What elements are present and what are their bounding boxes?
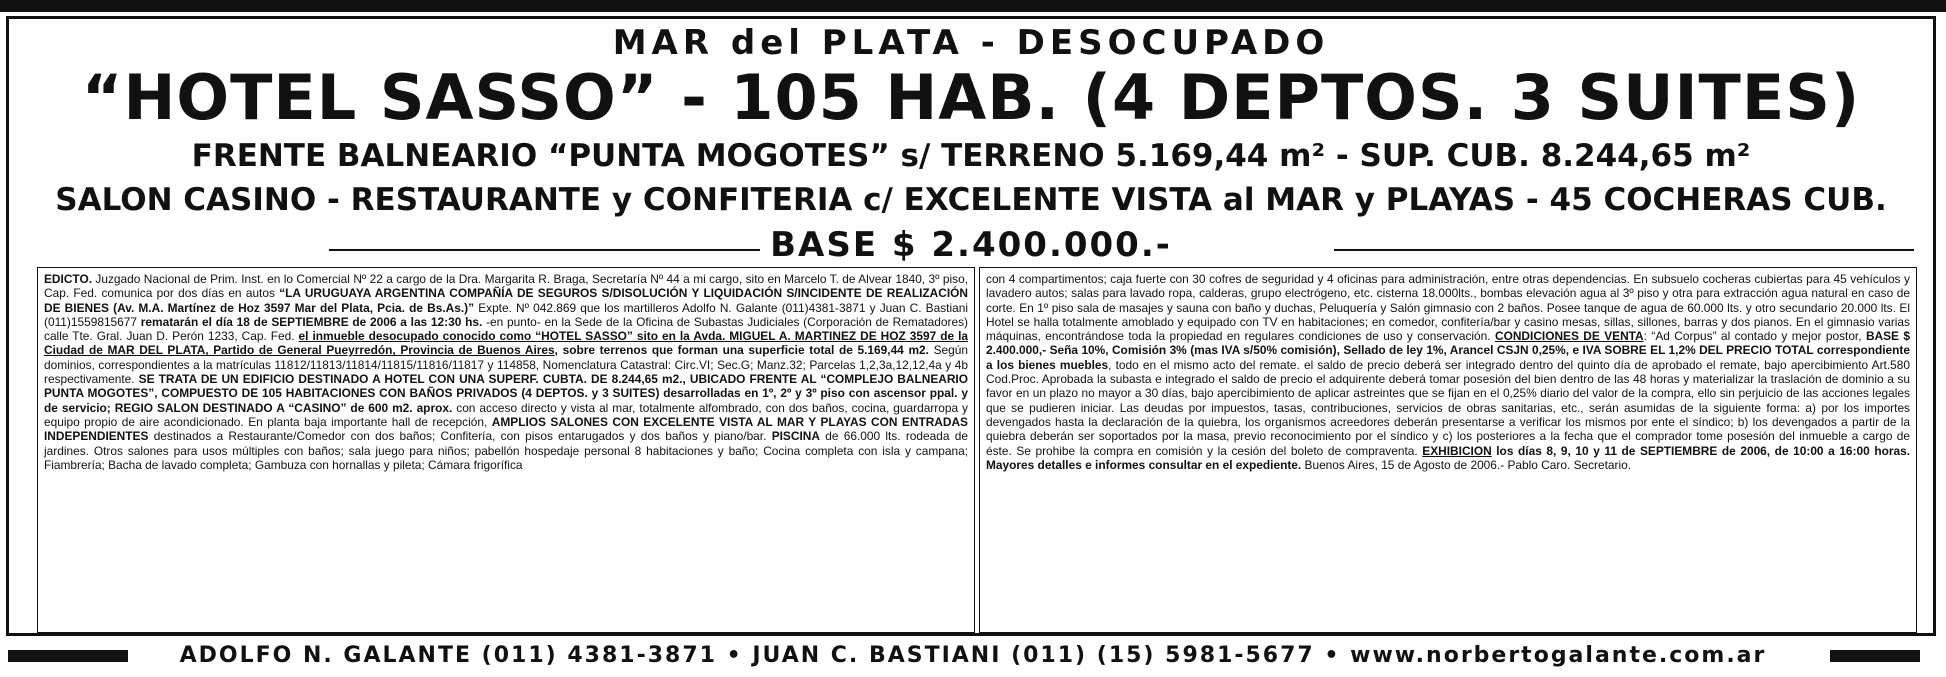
text-span: con 4 compartimentos; caja fuerte con 30 cofres de seguridad y 4 oficinas para administración, entre otras dependencias. En subsuelo cocheras cubiertas para 45 vehículos y lavadero autos; salas para lavado ropa, calderas, grupo electrógeno, etc. cisterna 18.000lts., bombas elevación agua al 3º piso y otra para extracción agua natural en caso de corte. En 1º piso sala de masajes y sauna con baño y duchas, Peluquería y Salón gimnasio con 2 baños. Posee tanque de agua de 60.000 lts. y otro secundario 20.000 lts. El Hotel se halla totalmente amoblado y equipado con TV en habitaciones; en comedor, confitería/bar y casino mesas, sillas, sillones, barras y dos pianos. En el gimnasio varias máquinas, encontrándose toda la propiedad en regulares condiciones de uso y conservación. bbox=[986, 272, 1910, 344]
text-span: Según dominios, correspondientes a la matrículas 11812/11813/11814/11815/11816/11817 y 114858, Nomenclatura Catastral: Circ.VI; Sec.G; Manz.32; Parcelas 1,2,3a,12,12,4a y 4b respectivamente. bbox=[44, 343, 968, 387]
base-price: BASE $ 2.400.000.- bbox=[760, 225, 1182, 265]
signature-line: Buenos Aires, 15 de Agosto de 2006.- Pablo Caro. Secretario. bbox=[1301, 457, 1632, 472]
property-location: el inmueble desocupado conocido como “HOTEL SASSO” sito en la Avda. MIGUEL A. MARTINEZ DE HOZ 3597 de la Ciudad de MAR DEL PLATA, Partido de General Pueyrredón, Provincia de Buenos Aires bbox=[44, 329, 968, 358]
text-span: : “Ad Corpus” al contado y mejor postor, bbox=[1643, 329, 1866, 344]
ad-frame bbox=[6, 16, 1936, 636]
edict-column-right bbox=[979, 267, 1917, 633]
sale-conditions-label: CONDICIONES DE VENTA bbox=[1495, 329, 1644, 344]
top-rule bbox=[0, 0, 1946, 12]
auction-date: rematarán el día 18 de SEPTIEMBRE de 2006 a las 12:30 hs. bbox=[140, 314, 483, 329]
subheadline-1: FRENTE BALNEARIO “PUNTA MOGOTES” s/ TERRENO 5.169,44 m² - SUP. CUB. 8.244,65 m² bbox=[191, 138, 1751, 174]
building-description: SE TRATA DE UN EDIFICIO DESTINADO A HOTEL CON UNA SUPERF. CUBTA. DE 8.244,65 m2., UBICADO FRENTE AL “COMPLEJO BALNEARIO PUNTA MOGOTES”, COMPUESTO DE 105 HABITACIONES CON BAÑOS PRIVADOS (4 DEPTOS. y 3 SUITES) desarrolladas en 1º, 2º y 3º piso con ascensor ppal. y de servicio; REGIO SALON DESTINADO A “CASINO” de 600 m2. aprox. bbox=[44, 372, 968, 415]
headline: “HOTEL SASSO” - 105 HAB. (4 DEPTOS. 3 SUITES) bbox=[81, 61, 1861, 134]
kicker: MAR del PLATA - DESOCUPADO bbox=[612, 23, 1330, 63]
exhibition-label: EXHIBICION bbox=[1422, 443, 1492, 458]
edict-label: EDICTO. bbox=[44, 272, 93, 286]
text-span: de 66.000 lts. rodeada de jardines. Otros salones para usos múltiples con baños; sala juego para niños; pabellón hospedaje personal 8 habitaciones y baño; Cocina completa con isla y campana; Fiambrería; Bacha de lavado completa; Gambuza con hornallas y pileta; Cámara frigorífica bbox=[44, 429, 968, 472]
pool-label: PISCINA bbox=[771, 429, 820, 444]
text-span: destinados a Restaurante/Comedor con dos baños; Confitería, con pisos entarugados y dos baños y piano/bar. bbox=[148, 429, 772, 444]
text-span: , todo en el mismo acto del remate. el saldo de precio deberá ser integrado dentro del quinto día de aprobado el remate, bajo apercibimiento Art.580 Cod.Proc. Aprobada la subasta e integrado el saldo de precio el adquirente deberá tomar posesión del bien dentro de las 48 horas y materializar la traslación de dominio a su favor en un plazo no mayor a 30 días, bajo apercibimiento de aplicar astreintes que se fijan en el 0,25% diario del valor de la compra, ello sin perjuicio de las acciones legales que se pudieren iniciar. Las deudas por impuestos, tasas, contribuciones, servicios de obras sanitarias, etc., serán asumidas de la siguiente forma: a) por los importes devengados hasta la declaración de la quiebra, los organismos acreedores deberán presentarse a verificar los mismos por ente el síndico; b) los devengados a partir de la quiebra deberán ser soportados por la masa, previo reconocimiento por el síndico y c) los posteriores a la fecha que el comprador tome posesión del inmueble a cargo de éste. Se prohibe la compra en comisión y la cesión del boleto de compraventa. bbox=[986, 357, 1910, 458]
text-span: -en punto- en la Sede de la Oficina de Subastas Judiciales (Corporación de Rematadores) calle Tte. Gral. Juan D. Perón 1233, Cap. Fed. bbox=[44, 314, 969, 344]
edict-column-left bbox=[37, 267, 975, 633]
base-price-row bbox=[9, 225, 1933, 265]
text-span: con acceso directo y vista al mar, totalmente alfombrado, con dos baños, cocina, guardarropa y equipo propio de aire acondicionado. En planta baja importante hall de recepción, bbox=[44, 400, 969, 429]
salons-description: AMPLIOS SALONES CON EXCELENTE VISTA AL MAR Y PLAYAS CON ENTRADAS INDEPENDIENTES bbox=[44, 414, 968, 444]
land-area: , sobre terrenos que forman una superficie total de 5.169,44 m2. bbox=[554, 343, 929, 358]
contact-footer bbox=[0, 638, 1946, 674]
subheadline-2: SALON CASINO - RESTAURANTE y CONFITERIA c/ EXCELENTE VISTA al MAR y PLAYAS - 45 COCHERAS CUB. bbox=[55, 182, 1887, 218]
text-span: Juzgado Nacional de Prim. Inst. en lo Comercial Nº 22 a cargo de la Dra. Margarita R. Braga, Secretaría Nº 44 a mi cargo, sito en Marcelo T. de Alvear 1840, 3º piso, Cap. Fed. comunica por dos días en autos bbox=[44, 272, 968, 301]
price-terms: BASE $ 2.400.000,- Seña 10%, Comisión 3% (mas IVA s/50% comisión), Sellado de ley 1%, Arancel CSJN 0,25%, e IVA SOBRE EL 1,2% DEL PRECIO TOTAL correspondiente a los bienes muebles bbox=[986, 329, 1911, 372]
text-span: Expte. Nº 042.869 que los martilleros Adolfo N. Galante (011)4381-3871 y Juan C. Bastiani (011)1559815677 bbox=[44, 300, 968, 329]
footer-contacts: ADOLFO N. GALANTE (011) 4381-3871 • JUAN C. BASTIANI (011) (15) 5981-5677 • www.norbertogalante.com.ar bbox=[179, 643, 1767, 668]
exhibition-dates: los días 8, 9, 10 y 11 de SEPTIEMBRE de 2006, de 10:00 a 16:00 horas. Mayores detalles e informes consultar en el expediente. bbox=[986, 443, 1910, 472]
case-title: “LA URUGUAYA ARGENTINA COMPAÑÍA DE SEGUROS S/DISOLUCIÓN Y LIQUIDACIÓN S/INCIDENTE DE REALIZACIÓN DE BIENES (Av. M.A. Martínez de Hoz 3597 Mar del Plata, Pcia. de Bs.As.)” bbox=[44, 286, 968, 315]
